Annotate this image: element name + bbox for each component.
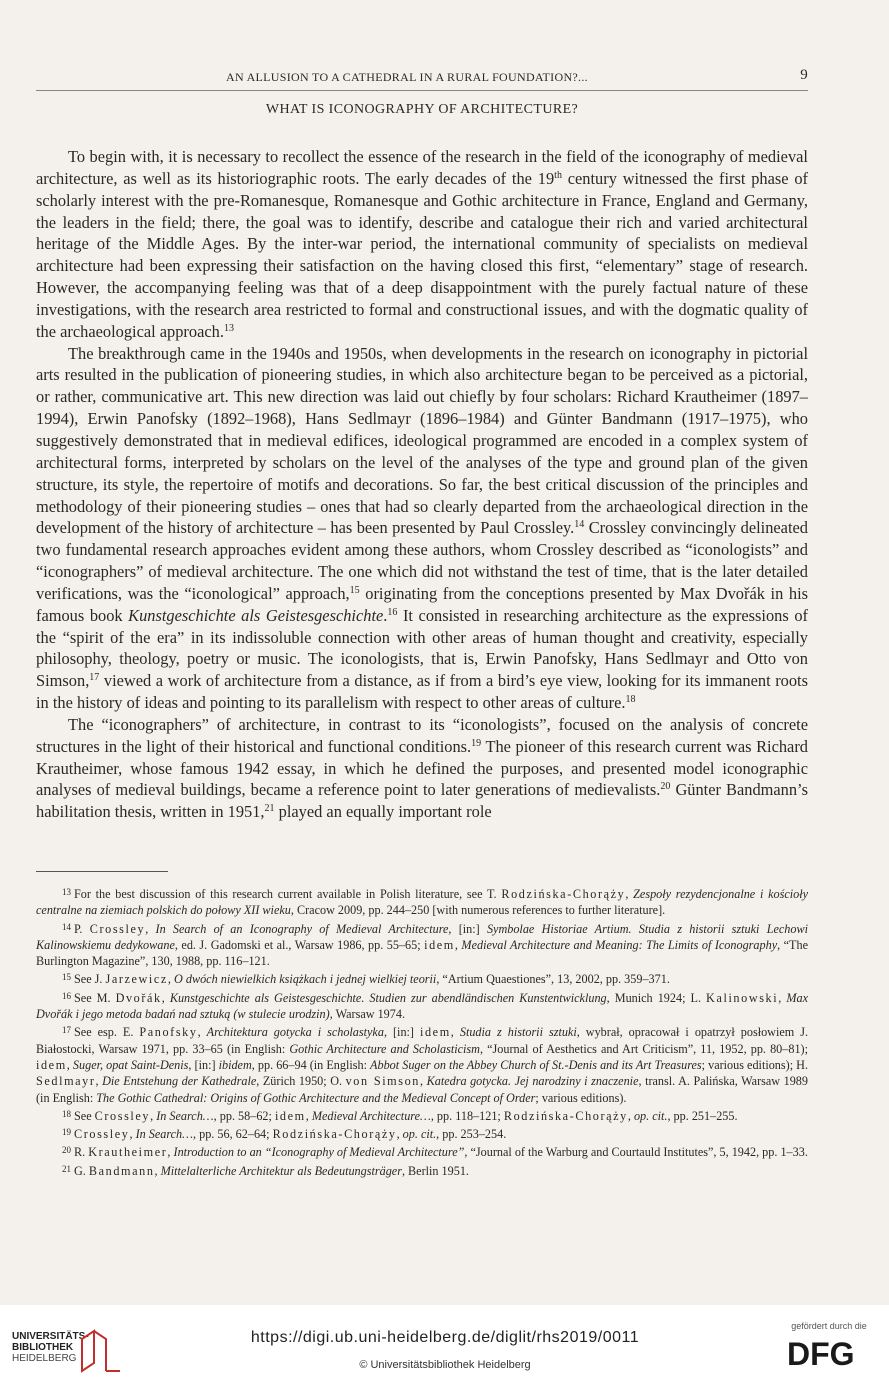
paragraph-1: To begin with, it is necessary to recollect the essence of the research in the field of the iconography of medieval architecture, as well as its historiographic roots. The early decades of the 19th century witnessed the first phase of scholarly interest with the pre-Romanesque, Romanesque and Gothic architecture in France, England and Germany, the leaders in the field; there, the goal was to identify, describe and catalogue their rich and varied architectural heritage of the Middle Ages. By the inter-war period, the international community of specialists on medieval architecture had been expressing their satisfaction on the having closed this first, “elementary” stage of research. However, the accompanying feeling was that of a deep disappointment with the purely factual nature of these investigations, with the research area restricted to formal and constructional issues, and with the dogmatic quality of the archaeological approach.$^{13}$ [36,147,808,341]
footnote-ref-18[interactable]: 18 [625,694,636,706]
section-title: WHAT IS ICONOGRAPHY OF ARCHITECTURE? [265,102,579,117]
footnote-14: $^{14}$ P. Crossley, In Search of an Iconography of Medieval Architecture, [in:] Symbolae Historiae Artium. Studia z historii sztuki Lechowi Kalinowskiemu dedykowane, ed. J. Gadomski et al., Warsaw 1986, pp. 55–65; idem, Medieval Architecture and Meaning: The Limits of Iconography, “The Burlington Magazine”, 130, 1988, pp. 116–121. [36,921,808,969]
footnote-ref-15[interactable]: 15 [349,584,360,596]
dfg-logo[interactable] [787,1335,873,1371]
footnote-ref-19[interactable]: 19 [471,737,482,749]
running-title: AN ALLUSION TO A CATHEDRAL IN A RURAL FOUNDATION?... [226,70,588,84]
footnote-ref-13[interactable]: 13 [223,322,234,334]
running-header [36,64,808,91]
footnote-16: $^{16}$ See M. Dvořák, Kunstgeschichte als Geistesgeschichte. Studien zur abendländischen Kunstentwicklung, Munich 1924; L. Kalinowski, Max Dvořák i jego metoda badań nad sztuką (w stulecie urodzin), Warsaw 1974. [36,990,808,1022]
footnote-ref-14[interactable]: 14 [574,519,585,531]
footnote-ref-20[interactable]: 20 [660,781,671,793]
footnote-ref-21[interactable]: 21 [264,803,275,815]
source-url-link[interactable]: https://digi.ub.uni-heidelberg.de/diglit/rhs2019/0011 [250,1329,640,1346]
footnote-divider [36,871,168,872]
footnote-20: $^{20}$ R. Krautheimer, Introduction to an “Iconography of Medieval Architecture”, “Journal of the Warburg and Courtauld Institutes”, 5, 1942, pp. 1–33. [62,1145,808,1160]
paragraph-2: The breakthrough came in the 1940s and 1950s, when developments in the research on iconography in pictorial arts resulted in the publication of pioneering studies, in which also architecture began to be perceived as a pictorial, or rather, communicative art. This new direction was laid out chiefly by four scholars: Richard Krautheimer (1897–1994), Erwin Panofsky (1892–1968), Hans Sedlmayr (1896–1984) and Günter Bandmann (1917–1975), who suggestively demonstrated that in medieval edifices, ideological programmed are encoded in a complex system of architectural forms, interpreted by scholars on the level of the analyses of the type and ground plan of the given structure, its style, the repertoire of motifs and decorations. So far, the best critical discussion of the principles and methodology of their pioneering studies – ones that had so clearly departed from the archaeological direction in the development of the history of architecture – has been presented by Paul Crossley.$^{14}$ Crossley convincingly delineated two fundamental research approaches evident among these authors, whom Crossley described as “iconologists” and “iconographers” of medieval architecture. The one which did not withstand the test of time, that is the later detailed verifications, was the “iconological” approach,$^{15}$ originating from the conceptions presented by Max Dvořák in his famous book Kunstgeschichte als Geistesgeschichte.$^{16}$ It consisted in researching architecture as the expressions of the “spirit of the era” in its indissoluble connection with other areas of human thought and creativity, especially philosophy, theology, poetry or music. The iconologists, that is, Erwin Panofsky, Hans Sedlmayr and Otto von Simson,$^{17}$ viewed a work of architecture from a distance, as if from a bird’s eye view, looking for its immanent roots in the history of ideas and pointing to its parallelism with respect to other areas of culture.$^{18}$ [36,343,808,713]
footnotes [36,884,808,1179]
footnote-19: $^{19}$ Crossley, In Search…, pp. 56, 62–64; Rodzińska-Chorąży, op. cit., pp. 253–254. [62,1127,507,1142]
footnote-15: $^{15}$ See J. Jarzewicz, O dwóch niewielkich książkach i jednej wielkiej teorii, “Artium Quaestiones”, 13, 2002, pp. 359–371. [62,972,670,987]
paragraph-3: The “iconographers” of architecture, in contrast to its “iconologists”, focused on the analysis of concrete structures in the light of their historical and functional conditions.$^{19}$ The pioneer of this research current was Richard Krautheimer, whose famous 1942 essay, in which he defined the purposes, and presented model iconographic analyses of medieval buildings, became a reference point to later generations of medievalists.$^{20}$ Günter Bandmann’s habilitation thesis, written in 1951,21 played an equally important role [36,714,808,822]
svg-text:DFG: DFG [787,1336,855,1371]
copyright-notice: © Universitätsbibliothek Heidelberg [359,1359,531,1371]
footnote-17: $^{17}$ See esp. E. Panofsky, Architektura gotycka i scholastyka, [in:] idem, Studia z historii sztuki, wybrał, opracował i opatrzył posłowiem J. Białostocki, Warsaw 1971, pp. 33–65 (in English: Gothic Architecture and Scholasticism, “Journal of Aesthetics and Art Criticism”, 11, 1952, pp. 80–81); idem, Suger, opat Saint-Denis, [in:] ibidem, pp. 66–94 (in English: Abbot Suger on the Abbey Church of St.-Denis and its Art Treasures; various editions); H. Sedlmayr, Die Entstehung der Kathedrale, Zürich 1950; O. von Simson, Katedra gotycka. Jej narodziny i znaczenie, transl. A. Palińska, Warsaw 1989 (in English: The Gothic Cathedral: Origins of Gothic Architecture and the Medieval Concept of Order; various editions). [36,1025,809,1105]
footnote-21: $^{21}$ G. Bandmann, Mittelalterliche Architektur als Bedeutungsträger, Berlin 1951. [62,1163,469,1178]
footnote-ref-16[interactable]: 16 [387,606,398,618]
page-number: 9 [800,67,808,83]
footnote-ref-17[interactable]: 17 [89,672,100,684]
body-text [36,146,808,823]
book-title: Kunstgeschichte als Geistesgeschichte [128,605,384,625]
library-logo[interactable]: UNIVERSITÄTS- BIBLIOTHEK HEIDELBERG [12,1331,89,1364]
footnote-18: $^{18}$ See Crossley, In Search…, pp. 58–62; idem, Medieval Architecture…, pp. 118–121; Rodzińska-Chorąży, op. cit., pp. 251–255. [62,1108,738,1123]
library-emblem-icon [76,1327,124,1373]
page-footer [0,1305,889,1381]
footnote-13: $^{13}$ For the best discussion of this research current available in Polish literature, see T. Rodzińska-Chorąży, Zespoły rezydencjonalne i kościoły centralne na ziemiach polskich do połowy XII wieku, Cracow 2009, pp. 244–250 [with numerous references to further literature]. [36,887,809,918]
funder-label: gefördert durch die [791,1321,867,1331]
